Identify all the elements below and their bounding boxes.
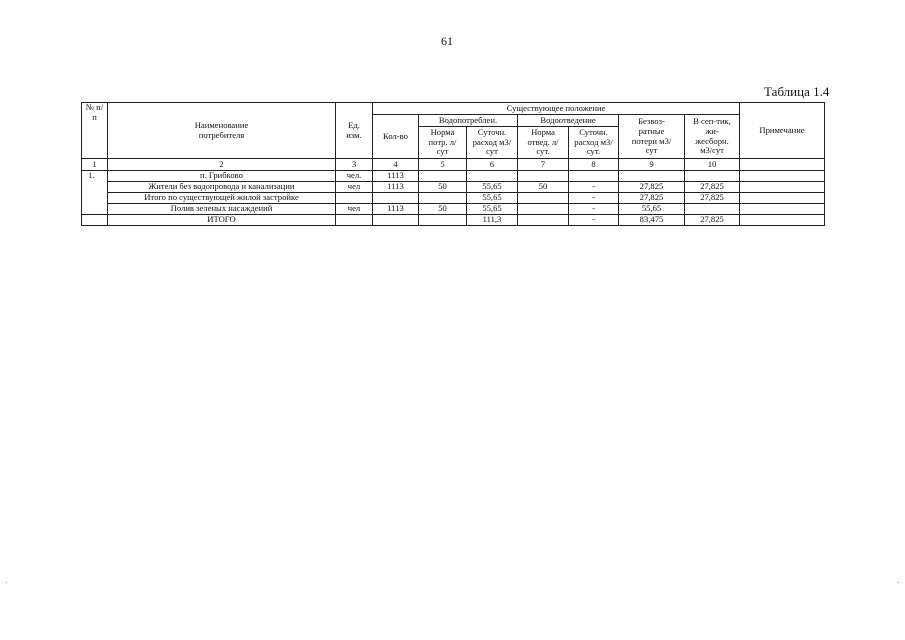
row-septic	[685, 204, 740, 215]
scan-speck	[898, 582, 899, 583]
scan-speck	[6, 582, 7, 583]
row-losses: 27,825	[619, 182, 685, 193]
col-number: 2	[108, 159, 336, 171]
row-qty	[373, 193, 419, 204]
row-supply-norm: 50	[419, 182, 467, 193]
row-name: п. Грибково	[108, 171, 336, 182]
header-drain-daily: Суточн. расход м3/сут.	[569, 127, 619, 159]
row-name: Полив зеленых насаждений	[108, 204, 336, 215]
header-drain-norm: Норма отвед. л/сут.	[518, 127, 569, 159]
header-supply-daily: Суточн. расход м3/сут	[467, 127, 518, 159]
col-number: 8	[569, 159, 619, 171]
row-losses: 55,65	[619, 204, 685, 215]
row-drain-norm	[518, 215, 569, 226]
header-name: Наименование потребителя	[108, 103, 336, 159]
row-drain-daily: -	[569, 193, 619, 204]
header-septic: В сеп-тик, жи-жесборн. м3/сут	[685, 115, 740, 159]
page-number: 61	[441, 34, 453, 48]
table-row	[82, 204, 825, 215]
water-consumption-table	[81, 102, 825, 226]
row-supply-norm: 50	[419, 204, 467, 215]
row-supply-daily: 55,65	[467, 193, 518, 204]
row-septic: 27,825	[685, 193, 740, 204]
row-num: 1.	[82, 171, 108, 215]
row-note	[740, 193, 825, 204]
table-caption: Таблица 1.4	[764, 84, 830, 99]
row-losses: 83,475	[619, 215, 685, 226]
col-number: 1	[82, 159, 108, 171]
table-row	[82, 171, 825, 182]
column-number-row	[82, 159, 825, 171]
row-losses	[619, 171, 685, 182]
row-qty: 1113	[373, 182, 419, 193]
header-unit: Ед. изм.	[336, 103, 373, 159]
row-unit	[336, 215, 373, 226]
col-number: 4	[373, 159, 419, 171]
header-existing: Существующее положение	[373, 103, 740, 115]
row-drain-norm	[518, 193, 569, 204]
row-supply-daily: 111,3	[467, 215, 518, 226]
table-row	[82, 193, 825, 204]
row-supply-norm	[419, 193, 467, 204]
table-row	[82, 182, 825, 193]
header-supply-norm: Норма потр. л/сут	[419, 127, 467, 159]
row-drain-norm	[518, 171, 569, 182]
table-row-total	[82, 215, 825, 226]
row-drain-daily: -	[569, 204, 619, 215]
row-unit: чел	[336, 204, 373, 215]
row-num	[82, 215, 108, 226]
row-drain-norm: 50	[518, 182, 569, 193]
header-water-supply: Водопотреблен.	[419, 115, 518, 127]
row-septic: 27,825	[685, 215, 740, 226]
row-drain-daily	[569, 171, 619, 182]
row-name: Итого по существующей жилой застройке	[108, 193, 336, 204]
header-drainage: Водоотведение	[518, 115, 619, 127]
row-qty: 1113	[373, 171, 419, 182]
row-septic: 27,825	[685, 182, 740, 193]
header-losses: Безвоз-ратные потери м3/сут	[619, 115, 685, 159]
row-drain-norm	[518, 204, 569, 215]
col-number: 10	[685, 159, 740, 171]
row-unit: чел	[336, 182, 373, 193]
header-qty: Кол-во	[373, 115, 419, 159]
row-supply-daily: 55,65	[467, 182, 518, 193]
row-name: ИТОГО	[108, 215, 336, 226]
col-number: 6	[467, 159, 518, 171]
header-row-1	[82, 103, 825, 115]
row-drain-daily: -	[569, 215, 619, 226]
col-number: 7	[518, 159, 569, 171]
row-note	[740, 215, 825, 226]
row-drain-daily: -	[569, 182, 619, 193]
header-num: № п/п	[82, 103, 108, 159]
row-losses: 27,825	[619, 193, 685, 204]
col-number	[740, 159, 825, 171]
row-note	[740, 204, 825, 215]
row-septic	[685, 171, 740, 182]
row-note	[740, 171, 825, 182]
row-unit: чел.	[336, 171, 373, 182]
row-supply-daily: 55,65	[467, 204, 518, 215]
col-number: 9	[619, 159, 685, 171]
col-number: 3	[336, 159, 373, 171]
row-qty	[373, 215, 419, 226]
row-name: Жители без водопровода и канализации	[108, 182, 336, 193]
col-number: 5	[419, 159, 467, 171]
row-supply-norm	[419, 171, 467, 182]
row-supply-norm	[419, 215, 467, 226]
header-note: Примечание	[740, 103, 825, 159]
row-supply-daily	[467, 171, 518, 182]
row-unit	[336, 193, 373, 204]
row-qty: 1113	[373, 204, 419, 215]
row-note	[740, 182, 825, 193]
